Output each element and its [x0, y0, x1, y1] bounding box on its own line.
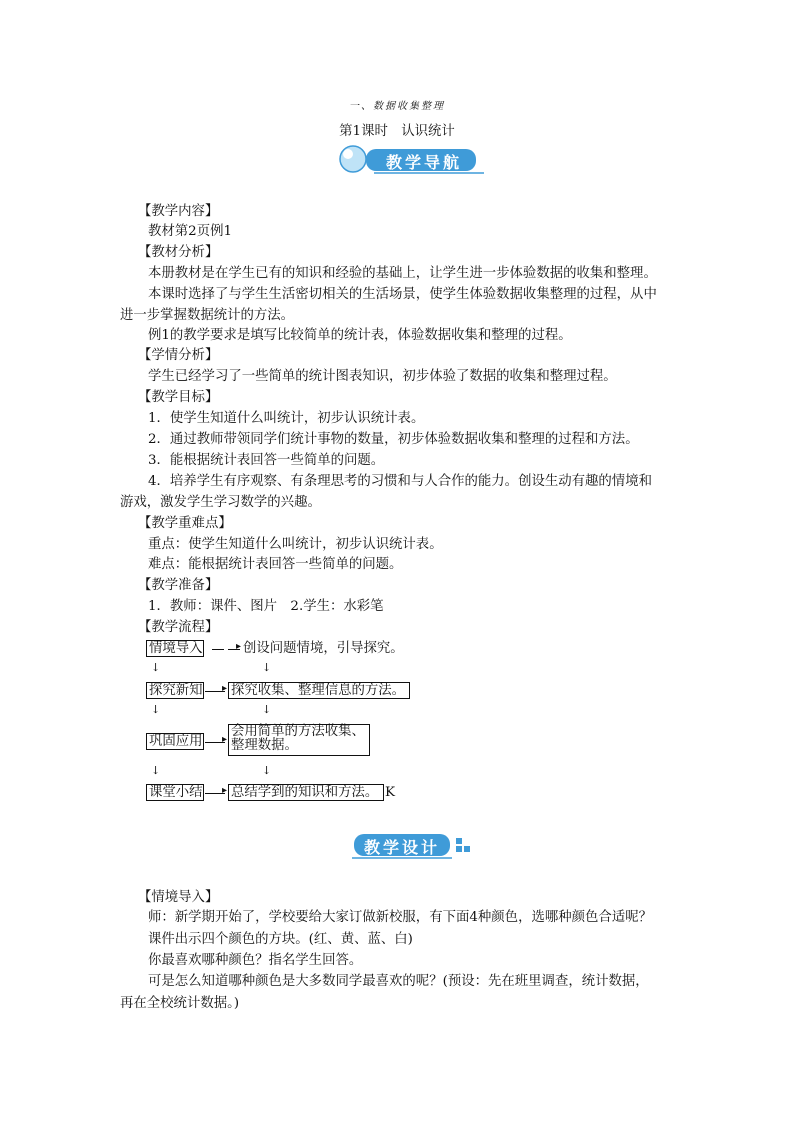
- flow-step-2-desc: 探究收集、整理信息的方法。: [228, 682, 410, 699]
- flow-heading: 【教学流程】: [138, 620, 219, 635]
- design-line-2: 课件出示四个颜色的方块。(红、黄、蓝、白): [148, 932, 413, 947]
- situation-heading: 【学情分析】: [138, 348, 219, 363]
- goal-2: 2．通过教师带领同学们统计事物的数量，初步体验数据收集和整理的过程和方法。: [148, 432, 639, 447]
- flow-step-3-desc-line-1: 会用简单的方法收集、: [231, 724, 365, 739]
- down-arrow-icon: ↓: [262, 703, 272, 716]
- analysis-paragraph-1: 本册教材是在学生已有的知识和经验的基础上，让学生进一步体验数据的收集和整理。: [148, 266, 657, 281]
- analysis-paragraph-2b: 进一步掌握数据统计的方法。: [120, 308, 295, 323]
- down-arrow-icon: ↓: [151, 661, 161, 674]
- prep-heading: 【教学准备】: [138, 578, 219, 593]
- right-arrow-icon: ▸: [222, 785, 228, 796]
- banner-title: 教学导航: [385, 153, 462, 172]
- content-heading: 【教学内容】: [138, 204, 219, 219]
- down-arrow-icon: ↓: [151, 764, 161, 777]
- design-line-1: 师：新学期开始了，学校要给大家订做新校服，有下面4种颜色，选哪种颜色合适呢？: [148, 910, 652, 925]
- situation-text: 学生已经学习了一些简单的统计图表知识，初步体验了数据的收集和整理过程。: [148, 369, 617, 384]
- key-point: 重点：使学生知道什么叫统计，初步认识统计表。: [148, 537, 443, 552]
- teaching-navigation-banner: [336, 140, 486, 178]
- goals-heading: 【教学目标】: [138, 390, 219, 405]
- goal-4b: 游戏，激发学生学习数学的兴趣。: [120, 495, 321, 510]
- flow-step-3: 巩固应用: [146, 733, 204, 750]
- flow-step-3-desc-line-2: 整理数据。: [231, 738, 298, 753]
- intro-heading: 【情境导入】: [138, 890, 219, 905]
- flow-step-3-desc: [228, 724, 370, 756]
- down-arrow-icon: ↓: [262, 661, 272, 674]
- teaching-design-banner: [352, 826, 472, 862]
- flow-step-1: 情境导入: [146, 640, 204, 657]
- down-arrow-icon: ↓: [262, 764, 272, 777]
- goal-3: 3．能根据统计表回答一些简单的问题。: [148, 453, 385, 468]
- flow-step-2: 探究新知: [146, 682, 204, 699]
- flow-step-1-desc: 创设问题情境，引导探究。: [243, 641, 404, 656]
- lesson-title: 第1课时 认识统计: [339, 124, 455, 139]
- goal-1: 1．使学生知道什么叫统计，初步认识统计表。: [148, 411, 425, 426]
- down-arrow-icon: ↓: [151, 703, 161, 716]
- flow-step-4: 课堂小结: [146, 784, 204, 801]
- difficult-point: 难点：能根据统计表回答一些简单的问题。: [148, 557, 403, 572]
- content-text: 教材第2页例1: [148, 224, 232, 239]
- flow-step-4-suffix: K: [385, 785, 396, 800]
- design-line-3: 你最喜欢哪种颜色？指名学生回答。: [148, 953, 363, 968]
- analysis-paragraph-3: 例1的教学要求是填写比较简单的统计表，体验数据收集和整理的过程。: [148, 328, 572, 343]
- flow-step-4-desc: 总结学到的知识和方法。: [228, 784, 384, 801]
- analysis-heading: 【教材分析】: [138, 245, 219, 260]
- analysis-paragraph-2a: 本课时选择了与学生生活密切相关的生活场景，使学生体验数据收集整理的过程，从中: [148, 287, 657, 302]
- right-arrow-icon: ▸: [222, 683, 228, 694]
- key-heading: 【教学重难点】: [138, 516, 232, 531]
- right-arrow-icon: ▸: [236, 641, 242, 652]
- design-line-4b: 再在全校统计数据。): [120, 996, 240, 1011]
- goal-4a: 4．培养学生有序观察、有条理思考的习惯和与人合作的能力。创设生动有趣的情境和: [148, 474, 652, 489]
- design-line-4a: 可是怎么知道哪种颜色是大多数同学最喜欢的呢？(预设：先在班里调查，统计数据，: [148, 974, 649, 989]
- flow-arrow-line: [212, 649, 224, 650]
- banner-title: 教学设计: [363, 838, 440, 857]
- chapter-title: 一、数据收集整理: [349, 101, 445, 112]
- right-arrow-icon: ▸: [222, 734, 228, 745]
- prep-text: 1．教师：课件、图片 2.学生：水彩笔: [148, 599, 384, 614]
